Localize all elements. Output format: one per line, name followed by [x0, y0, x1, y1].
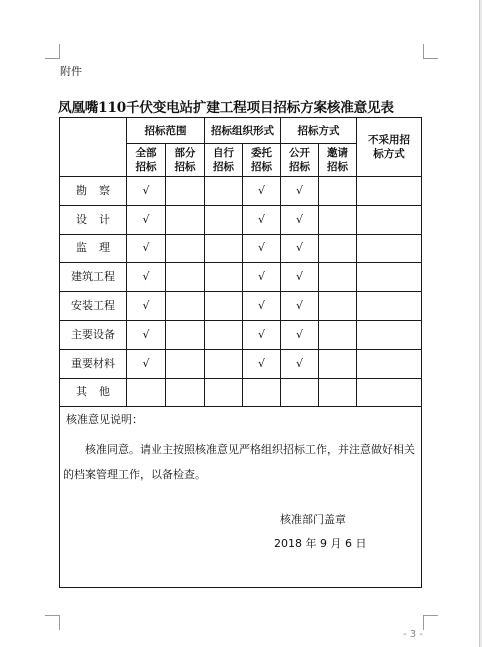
note-heading: 核准意见说明：: [66, 413, 143, 427]
approval-date: 2018 年 9 月 6 日: [274, 537, 367, 551]
check-cell: [166, 292, 205, 321]
check-cell: √: [127, 292, 166, 321]
check-cell: [205, 378, 243, 407]
row-label: 设计: [60, 205, 127, 234]
form-title: 凤凰嘴110千伏变电站扩建工程项目招标方案核准意见表: [58, 100, 394, 116]
check-cell: [319, 205, 357, 234]
check-cell: [319, 320, 357, 349]
check-cell: [357, 378, 422, 407]
page-number: - 3 -: [403, 629, 423, 640]
subheader-self: 自行招标: [213, 147, 234, 173]
check-cell: [205, 349, 243, 378]
note-row: [60, 407, 422, 588]
subheader-cell: [166, 144, 205, 177]
crop-mark-bottom-left: [45, 615, 60, 630]
check-cell: √: [281, 320, 319, 349]
check-cell: √: [127, 349, 166, 378]
check-cell: [205, 177, 243, 206]
table-row: [60, 177, 422, 206]
row-label: 主要设备: [60, 320, 127, 349]
attachment-label: 附件: [60, 65, 82, 78]
row-label: 其他: [60, 378, 127, 407]
crop-mark-bottom-right: [423, 615, 438, 630]
check-cell: [127, 378, 166, 407]
header-method: 招标方式: [281, 118, 357, 144]
subheader-public: 公开招标: [289, 147, 310, 173]
check-cell: √: [243, 292, 281, 321]
subheader-cell: [319, 144, 357, 177]
check-cell: √: [243, 263, 281, 292]
check-cell: √: [243, 205, 281, 234]
approval-table: [59, 117, 422, 588]
check-cell: √: [243, 320, 281, 349]
check-cell: [166, 378, 205, 407]
subheader-cell: [205, 144, 243, 177]
table-row: [60, 234, 422, 263]
check-cell: √: [281, 234, 319, 263]
subheader-full: 全部招标: [135, 147, 157, 173]
check-cell: [319, 378, 357, 407]
header-not-used: [357, 118, 422, 177]
check-cell: [166, 205, 205, 234]
check-cell: [357, 234, 422, 263]
crop-mark-top-right: [423, 44, 438, 59]
check-cell: √: [281, 349, 319, 378]
row-label: 重要材料: [60, 349, 127, 378]
header-scope: 招标范围: [127, 118, 205, 144]
check-cell: √: [243, 177, 281, 206]
check-cell: [357, 292, 422, 321]
subheader-cell: [127, 144, 166, 177]
note-body: 核准同意。请业主按照核准意见严格组织招标工作，并注意做好相关的档案管理工作，以备检查。: [63, 443, 415, 482]
subheader-invited: 邀请招标: [327, 147, 348, 173]
subheader-partial: 部分招标: [174, 147, 196, 173]
check-cell: [357, 177, 422, 206]
check-cell: √: [127, 263, 166, 292]
table-row: [60, 292, 422, 321]
check-cell: [281, 378, 319, 407]
row-label: 安装工程: [60, 292, 127, 321]
check-cell: √: [281, 205, 319, 234]
table-row: [60, 205, 422, 234]
check-cell: [166, 263, 205, 292]
check-cell: [357, 205, 422, 234]
header-row-1: [60, 118, 422, 144]
subheader-cell: [243, 144, 281, 177]
check-cell: [357, 263, 422, 292]
check-cell: [205, 292, 243, 321]
header-organization: 招标组织形式: [205, 118, 281, 144]
row-label: 监理: [60, 234, 127, 263]
check-cell: [319, 263, 357, 292]
check-cell: [166, 349, 205, 378]
note-cell: [60, 407, 422, 588]
check-cell: [205, 205, 243, 234]
row-label: 建筑工程: [60, 263, 127, 292]
check-cell: √: [127, 320, 166, 349]
check-cell: √: [127, 234, 166, 263]
check-cell: [166, 320, 205, 349]
check-cell: [319, 234, 357, 263]
check-cell: [205, 320, 243, 349]
check-cell: [319, 349, 357, 378]
check-cell: [357, 349, 422, 378]
check-cell: √: [127, 177, 166, 206]
check-cell: [357, 320, 422, 349]
check-cell: [205, 234, 243, 263]
table-row: [60, 263, 422, 292]
check-cell: [166, 234, 205, 263]
check-cell: √: [281, 177, 319, 206]
check-cell: √: [243, 349, 281, 378]
table-row: [60, 378, 422, 407]
check-cell: [243, 378, 281, 407]
crop-mark-top-left: [45, 44, 60, 59]
check-cell: √: [243, 234, 281, 263]
row-label: 勘察: [60, 177, 127, 206]
table-row: [60, 320, 422, 349]
approval-department: 核准部门盖章: [280, 513, 346, 527]
check-cell: √: [281, 292, 319, 321]
header-not-used-text: 不采用招标方式: [368, 134, 410, 160]
subheader-cell: [281, 144, 319, 177]
corner-cell: [60, 118, 127, 177]
check-cell: √: [281, 263, 319, 292]
check-cell: [166, 177, 205, 206]
table-row: [60, 349, 422, 378]
check-cell: [205, 263, 243, 292]
subheader-entrusted: 委托招标: [251, 147, 272, 173]
check-cell: √: [127, 205, 166, 234]
check-cell: [319, 292, 357, 321]
check-cell: [319, 177, 357, 206]
